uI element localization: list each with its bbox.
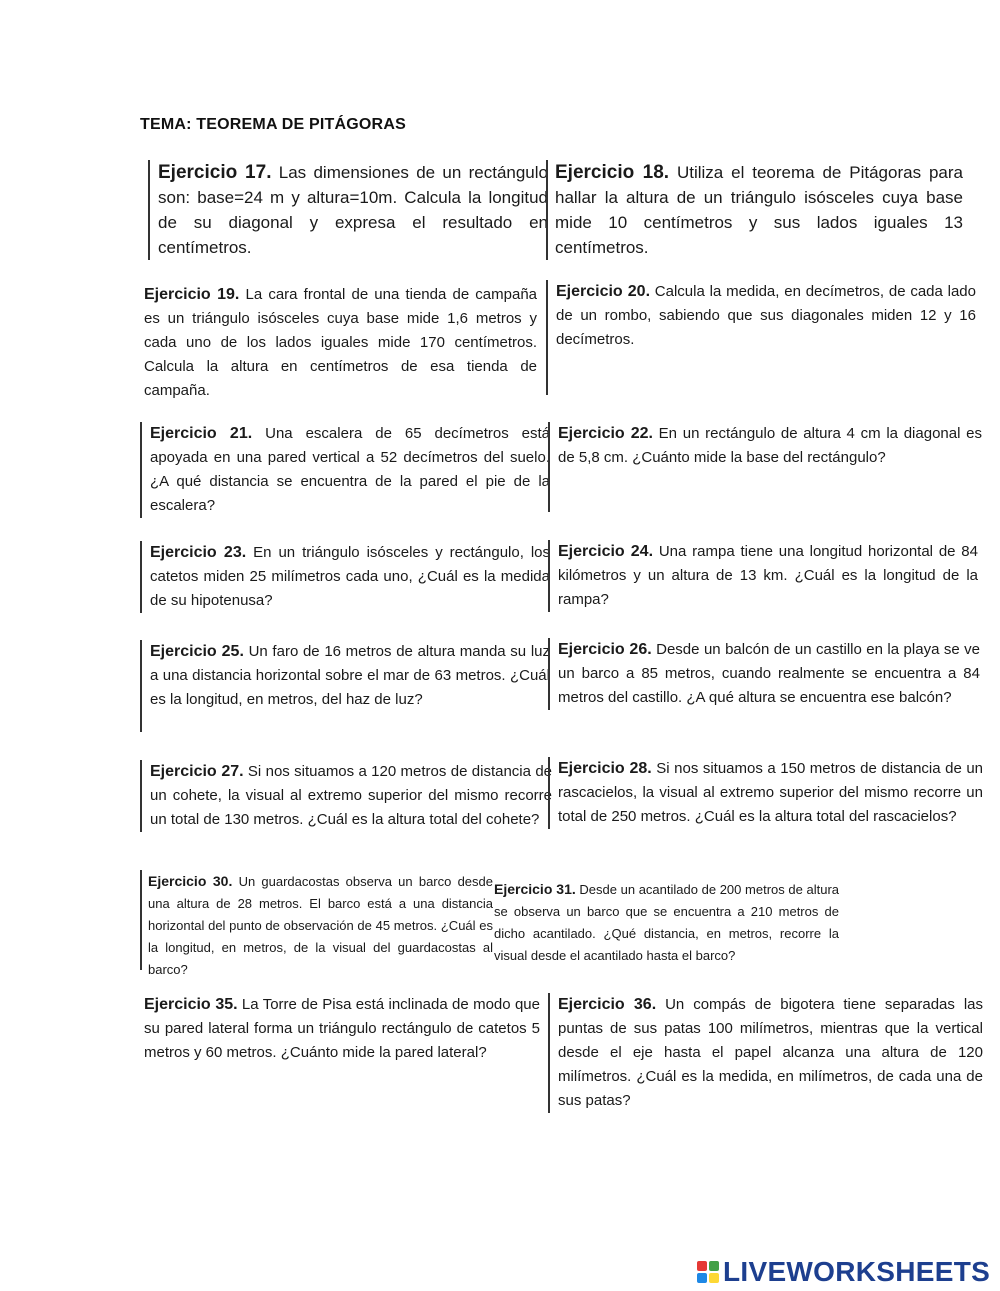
exercise-heading: Ejercicio 20. bbox=[556, 283, 651, 300]
exercise-35 bbox=[144, 993, 540, 1065]
exercise-heading: Ejercicio 24. bbox=[558, 543, 654, 560]
exercise-heading: Ejercicio 27. bbox=[150, 763, 244, 780]
exercise-heading: Ejercicio 28. bbox=[558, 760, 652, 777]
exercise-28 bbox=[548, 757, 983, 829]
exercise-heading: Ejercicio 35. bbox=[144, 996, 238, 1013]
exercise-text: En un rectángulo de altura 4 cm la diagonal es de 5,8 cm. ¿Cuánto mide la base del rectángulo? bbox=[558, 425, 982, 466]
exercise-text: Un guardacostas observa un barco desde una altura de 28 metros. El barco está a una distancia horizontal del punto de observación de 45 metros. ¿Cuál es la longitud, en metros, de la visual del guardacostas al barco? bbox=[148, 874, 494, 977]
exercise-text: Si nos situamos a 150 metros de distancia de un rascacielos, la visual al extremo superior del mismo recorre un total de 250 metros. ¿Cuál es la altura total del rascacielos? bbox=[558, 760, 984, 825]
liveworksheets-logo bbox=[697, 1256, 990, 1288]
exercise-text: Una rampa tiene una longitud horizontal de 84 kilómetros y un altura de 13 km. ¿Cuál es la longitud de la rampa? bbox=[558, 543, 978, 608]
exercise-22 bbox=[548, 422, 982, 512]
exercise-19 bbox=[144, 283, 537, 403]
exercise-text: Una escalera de 65 decímetros está apoyada en una pared vertical a 52 decímetros del suelo. ¿A qué distancia se encuentra de la pared el pie de la escalera? bbox=[150, 425, 550, 514]
exercise-text: Desde un balcón de un castillo en la playa se ve un barco a 85 metros, cuando realmente se encuentra a 84 metros del castillo. ¿A qué altura se encuentra ese balcón? bbox=[558, 641, 981, 706]
exercise-30 bbox=[140, 870, 494, 977]
exercise-20 bbox=[546, 280, 976, 395]
exercise-text: Calcula la medida, en decímetros, de cada lado de un rombo, sabiendo que sus diagonales miden 12 y 16 decímetros. bbox=[556, 283, 976, 348]
exercise-heading: Ejercicio 17. bbox=[158, 162, 272, 183]
exercise-heading: Ejercicio 23. bbox=[150, 544, 247, 561]
exercise-heading: Ejercicio 30. bbox=[148, 873, 233, 889]
exercise-text: Desde un acantilado de 200 metros de altura se observa un barco que se encuentra a 210 metros de dicho acantilado. ¿Qué distancia, en metros, recorre la visual desde el acantilado hasta el barco? bbox=[494, 882, 840, 963]
exercise-text: La cara frontal de una tienda de campaña es un triángulo isósceles cuya base mide 1,6 metros y cada uno de los lados iguales mide 170 centímetros. Calcula la altura en centímetros de esa tienda de campaña. bbox=[144, 286, 538, 399]
exercise-text: Si nos situamos a 120 metros de distancia de un cohete, la visual al extremo superior del mismo recorre un total de 130 metros. ¿Cuál es la altura total del cohete? bbox=[150, 763, 553, 828]
exercise-heading: Ejercicio 18. bbox=[555, 162, 670, 183]
exercise-heading: Ejercicio 31. bbox=[494, 881, 576, 897]
exercise-26 bbox=[548, 638, 980, 710]
exercise-heading: Ejercicio 21. bbox=[150, 425, 253, 442]
exercise-23 bbox=[140, 541, 550, 613]
exercise-27 bbox=[140, 760, 552, 832]
exercise-21 bbox=[140, 422, 550, 518]
exercise-18 bbox=[546, 160, 963, 260]
exercise-text: En un triángulo isósceles y rectángulo, los catetos miden 25 milímetros cada uno, ¿Cuál es la medida de su hipotenusa? bbox=[150, 544, 551, 609]
page-title: TEMA: TEOREMA DE PITÁGORAS bbox=[140, 116, 406, 133]
logo-mark-icon bbox=[697, 1261, 719, 1283]
exercise-heading: Ejercicio 26. bbox=[558, 641, 652, 658]
exercise-36 bbox=[548, 993, 983, 1113]
exercise-text: Un faro de 16 metros de altura manda su luz a una distancia horizontal sobre el mar de 63 metros. ¿Cuál es la longitud, en metros, del haz de luz? bbox=[150, 643, 551, 708]
exercise-heading: Ejercicio 19. bbox=[144, 286, 240, 303]
exercise-text: La Torre de Pisa está inclinada de modo que su pared lateral forma un triángulo rectángulo de catetos 5 metros y 60 metros. ¿Cuánto mide la pared lateral? bbox=[144, 996, 540, 1061]
exercise-heading: Ejercicio 25. bbox=[150, 643, 244, 660]
exercise-heading: Ejercicio 22. bbox=[558, 425, 653, 442]
exercise-31 bbox=[494, 878, 839, 967]
exercise-text: Las dimensiones de un rectángulo son: base=24 m y altura=10m. Calcula la longitud de su diagonal y expresa el resultado en centímetros. bbox=[158, 163, 548, 257]
exercise-text: Un compás de bigotera tiene separadas las puntas de sus patas 100 milímetros, mientras que la vertical desde el eje hasta el papel alcanza una altura de 120 milímetros. ¿Cuál es la medida, en milímetros, de cada una de sus patas? bbox=[558, 996, 983, 1109]
exercise-heading: Ejercicio 36. bbox=[558, 996, 657, 1013]
exercise-24 bbox=[548, 540, 978, 612]
exercise-text: Utiliza el teorema de Pitágoras para hallar la altura de un triángulo isósceles cuya base mide 10 centímetros y sus lados iguales 13 centímetros. bbox=[555, 163, 963, 257]
exercise-25 bbox=[140, 640, 550, 732]
logo-text: LIVEWORKSHEETS bbox=[723, 1256, 991, 1287]
exercise-17 bbox=[148, 160, 548, 260]
